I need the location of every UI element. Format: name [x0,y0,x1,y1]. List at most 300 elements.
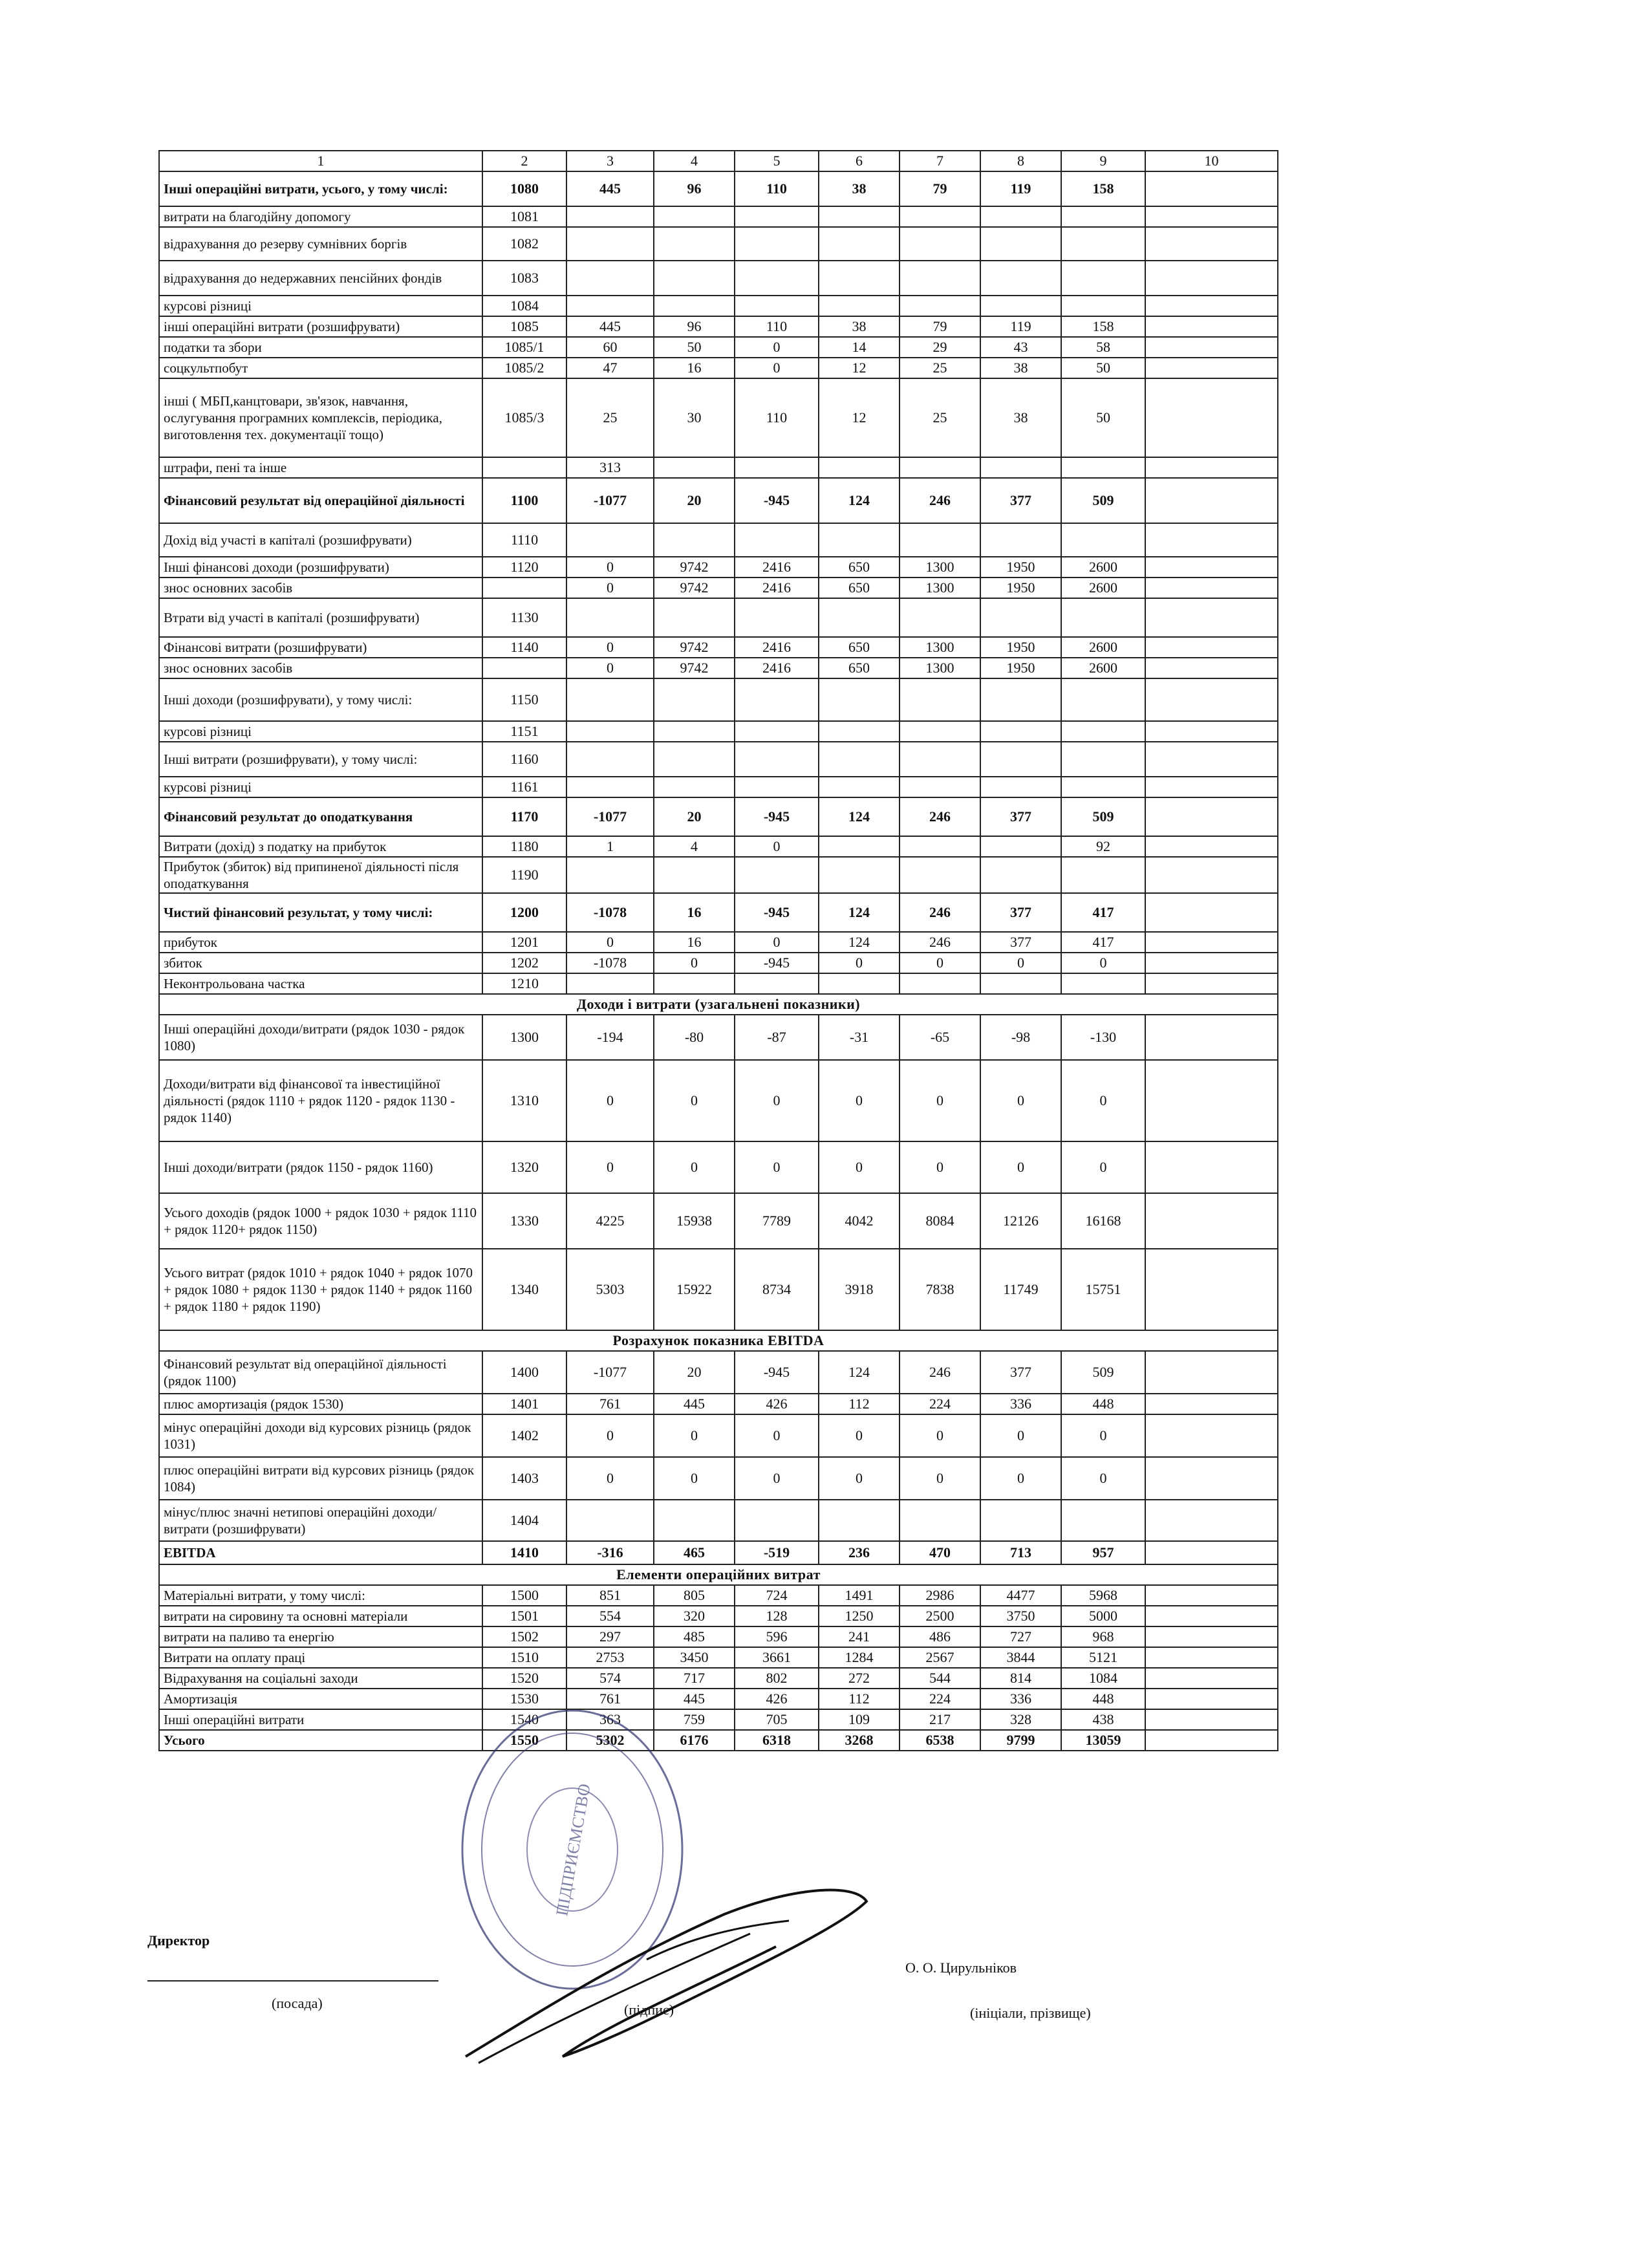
row-code: 1081 [482,206,566,227]
value-cell [1145,1414,1278,1457]
value-cell [1145,1500,1278,1541]
value-cell: 761 [566,1689,654,1709]
value-cell [654,227,735,261]
row-code: 1083 [482,261,566,296]
value-cell: 15938 [654,1193,735,1249]
section-header-row [159,994,1278,1015]
value-cell [654,598,735,637]
value-cell [1145,457,1278,478]
value-cell: 11749 [980,1249,1061,1330]
value-cell [566,227,654,261]
table-row [159,1730,1278,1751]
value-cell: 554 [566,1606,654,1626]
value-cell [566,206,654,227]
value-cell [1145,1193,1278,1249]
row-code: 1084 [482,296,566,316]
table-row [159,1394,1278,1414]
value-cell [735,678,819,721]
value-cell [1145,1730,1278,1751]
value-cell: 0 [654,1457,735,1500]
table-row [159,1060,1278,1141]
row-label: витрати на благодійну допомогу [159,206,482,227]
value-cell: 650 [819,578,900,598]
row-code: 1130 [482,598,566,637]
value-cell: 38 [980,358,1061,378]
value-cell [1145,932,1278,953]
value-cell [566,598,654,637]
row-label: відрахування до недержавних пенсійних фондів [159,261,482,296]
value-cell [1145,1626,1278,1647]
value-cell [980,296,1061,316]
value-cell: 119 [980,316,1061,337]
row-label: Інші операційні доходи/витрати (рядок 1030 - рядок 1080) [159,1015,482,1060]
row-code: 1550 [482,1730,566,1751]
row-label: плюс амортизація (рядок 1530) [159,1394,482,1414]
row-code: 1530 [482,1689,566,1709]
row-code: 1085/2 [482,358,566,378]
value-cell: 15751 [1061,1249,1145,1330]
row-code: 1151 [482,721,566,742]
row-code: 1170 [482,797,566,836]
row-label: плюс операційні витрати від курсових різниць (рядок 1084) [159,1457,482,1500]
value-cell: -194 [566,1015,654,1060]
row-code: 1190 [482,857,566,893]
value-cell: 377 [980,1351,1061,1394]
value-cell [819,857,900,893]
value-cell: 5121 [1061,1647,1145,1668]
value-cell: 3268 [819,1730,900,1751]
value-cell: -945 [735,478,819,523]
value-cell: -945 [735,893,819,932]
row-code: 1210 [482,973,566,994]
value-cell: 1 [566,836,654,857]
value-cell: 20 [654,478,735,523]
value-cell: 0 [819,1141,900,1193]
value-cell: 5968 [1061,1585,1145,1606]
value-cell: 313 [566,457,654,478]
value-cell [900,777,980,797]
value-cell [566,721,654,742]
value-cell [1145,523,1278,557]
value-cell [735,206,819,227]
value-cell: 0 [1061,1060,1145,1141]
value-cell: 128 [735,1606,819,1626]
section-title: Елементи операційних витрат [159,1564,1278,1585]
value-cell: 417 [1061,932,1145,953]
value-cell: 2416 [735,557,819,578]
value-cell: 16168 [1061,1193,1145,1249]
value-cell [1145,658,1278,678]
row-code: 1140 [482,637,566,658]
value-cell [1145,378,1278,457]
value-cell: 0 [819,1414,900,1457]
row-label: Доходи/витрати від фінансової та інвестиційної діяльності (рядок 1110 + рядок 1120 - рядок 1130 - рядок 1140) [159,1060,482,1141]
value-cell [735,296,819,316]
value-cell [1145,557,1278,578]
signature-caption: (підпис) [624,2002,674,2018]
column-number-row [159,151,1278,171]
row-label: мінус операційні доходи від курсових різниць (рядок 1031) [159,1414,482,1457]
value-cell: 30 [654,378,735,457]
row-code: 1120 [482,557,566,578]
table-row [159,1015,1278,1060]
table-row [159,1141,1278,1193]
value-cell: 110 [735,171,819,206]
value-cell: 58 [1061,337,1145,358]
value-cell: 0 [654,1414,735,1457]
value-cell: 426 [735,1394,819,1414]
row-label: Усього доходів (рядок 1000 + рядок 1030 + рядок 1110 + рядок 1120+ рядок 1150) [159,1193,482,1249]
value-cell: -98 [980,1015,1061,1060]
row-code: 1085/1 [482,337,566,358]
value-cell: 0 [735,932,819,953]
value-cell: 814 [980,1668,1061,1689]
row-code: 1080 [482,171,566,206]
row-label: знос основних засобів [159,578,482,598]
row-label: Усього витрат (рядок 1010 + рядок 1040 + рядок 1070 + рядок 1080 + рядок 1130 + рядок 1140 + рядок 1160 + рядок 1180 + рядок 1190) [159,1249,482,1330]
table-row [159,932,1278,953]
value-cell [819,598,900,637]
value-cell [566,678,654,721]
value-cell [1145,358,1278,378]
value-cell [980,1500,1061,1541]
table-row [159,523,1278,557]
value-cell: 0 [735,1141,819,1193]
row-label: курсові різниці [159,777,482,797]
director-role: Директор [147,1932,210,1949]
row-label: Прибуток (збиток) від припиненої діяльності після оподаткування [159,857,482,893]
value-cell [1145,1709,1278,1730]
value-cell: 0 [980,1457,1061,1500]
value-cell [980,598,1061,637]
value-cell [1061,973,1145,994]
row-label: Відрахування на соціальні заходи [159,1668,482,1689]
table-row [159,1193,1278,1249]
value-cell: 79 [900,316,980,337]
value-cell: 377 [980,797,1061,836]
row-code: 1100 [482,478,566,523]
table-row [159,557,1278,578]
table-row [159,457,1278,478]
value-cell [1145,1585,1278,1606]
value-cell: -1077 [566,1351,654,1394]
value-cell [1061,457,1145,478]
value-cell: 650 [819,637,900,658]
row-label: Фінансовий результат від операційної діяльності [159,478,482,523]
value-cell: 596 [735,1626,819,1647]
value-cell: 158 [1061,171,1145,206]
table-row [159,1585,1278,1606]
value-cell [900,206,980,227]
value-cell: 0 [566,1457,654,1500]
value-cell: 0 [735,1414,819,1457]
value-cell: 448 [1061,1394,1145,1414]
value-cell [1145,721,1278,742]
column-number-cell: 5 [735,151,819,171]
value-cell: 445 [566,316,654,337]
column-number-cell: 4 [654,151,735,171]
value-cell: 29 [900,337,980,358]
value-cell: -316 [566,1541,654,1564]
row-code: 1110 [482,523,566,557]
row-code: 1501 [482,1606,566,1626]
handwritten-signature [453,1863,905,2076]
value-cell: 246 [900,932,980,953]
value-cell [980,457,1061,478]
value-cell: 713 [980,1541,1061,1564]
value-cell: 110 [735,316,819,337]
table-row [159,1351,1278,1394]
value-cell: 1950 [980,557,1061,578]
value-cell: 470 [900,1541,980,1564]
value-cell: 14 [819,337,900,358]
value-cell [735,227,819,261]
table-row [159,1414,1278,1457]
table-row [159,953,1278,973]
value-cell [1145,171,1278,206]
value-cell: 426 [735,1689,819,1709]
table-row [159,1249,1278,1330]
row-label: EBITDA [159,1541,482,1564]
row-code: 1502 [482,1626,566,1647]
table-row [159,171,1278,206]
value-cell: 9742 [654,557,735,578]
value-cell: 968 [1061,1626,1145,1647]
section-title: Доходи і витрати (узагальнені показники) [159,994,1278,1015]
value-cell [654,973,735,994]
row-label: Фінансові витрати (розшифрувати) [159,637,482,658]
row-label: Чистий фінансовий результат, у тому числі: [159,893,482,932]
table-row [159,893,1278,932]
table-row [159,1500,1278,1541]
row-label: мінус/плюс значні нетипові операційні доходи/витрати (розшифрувати) [159,1500,482,1541]
value-cell: 3844 [980,1647,1061,1668]
value-cell: 2600 [1061,557,1145,578]
value-cell: 272 [819,1668,900,1689]
value-cell: 6538 [900,1730,980,1751]
value-cell [1145,1606,1278,1626]
value-cell [980,721,1061,742]
row-code: 1400 [482,1351,566,1394]
value-cell: 727 [980,1626,1061,1647]
column-number-cell: 9 [1061,151,1145,171]
value-cell: 717 [654,1668,735,1689]
value-cell: 2753 [566,1647,654,1668]
value-cell: 509 [1061,797,1145,836]
table-row [159,678,1278,721]
value-cell: 236 [819,1541,900,1564]
value-cell [1145,857,1278,893]
table-row [159,206,1278,227]
value-cell: 363 [566,1709,654,1730]
value-cell: 0 [819,953,900,973]
value-cell [1145,1457,1278,1500]
value-cell [735,1500,819,1541]
value-cell: 96 [654,171,735,206]
row-label: штрафи, пені та інше [159,457,482,478]
value-cell: -87 [735,1015,819,1060]
value-cell: 0 [819,1457,900,1500]
value-cell: 5302 [566,1730,654,1751]
value-cell [900,857,980,893]
value-cell [980,777,1061,797]
value-cell: 509 [1061,1351,1145,1394]
value-cell [819,206,900,227]
row-code: 1402 [482,1414,566,1457]
row-label: Інші операційні витрати, усього, у тому числі: [159,171,482,206]
value-cell [1061,261,1145,296]
stamp-text: ПІДПРИЄМСТВО [552,1782,594,1917]
value-cell: 50 [1061,358,1145,378]
table-row [159,1541,1278,1564]
value-cell: 465 [654,1541,735,1564]
value-cell: 485 [654,1626,735,1647]
value-cell: 2600 [1061,637,1145,658]
row-code: 1200 [482,893,566,932]
value-cell [819,523,900,557]
value-cell: 3661 [735,1647,819,1668]
value-cell: 92 [1061,836,1145,857]
value-cell [1145,1394,1278,1414]
value-cell [900,836,980,857]
value-cell [1145,337,1278,358]
value-cell [1145,296,1278,316]
value-cell: 1491 [819,1585,900,1606]
value-cell: 0 [1061,1141,1145,1193]
value-cell: 377 [980,478,1061,523]
value-cell [735,598,819,637]
value-cell: 109 [819,1709,900,1730]
value-cell: 0 [900,953,980,973]
value-cell [654,721,735,742]
row-code: 1404 [482,1500,566,1541]
value-cell: 60 [566,337,654,358]
row-label: Фінансовий результат від операційної діяльності (рядок 1100) [159,1351,482,1394]
value-cell: 0 [980,953,1061,973]
value-cell: 802 [735,1668,819,1689]
row-code: 1500 [482,1585,566,1606]
value-cell: -1078 [566,893,654,932]
column-number-cell: 10 [1145,151,1278,171]
value-cell: 3750 [980,1606,1061,1626]
value-cell: 3918 [819,1249,900,1330]
value-cell [900,227,980,261]
value-cell: 5000 [1061,1606,1145,1626]
row-code: 1330 [482,1193,566,1249]
value-cell: 0 [566,1414,654,1457]
column-number-cell: 6 [819,151,900,171]
value-cell [1145,1541,1278,1564]
value-cell: 0 [980,1060,1061,1141]
value-cell [900,296,980,316]
value-cell [980,742,1061,777]
value-cell: 0 [900,1060,980,1141]
value-cell [1145,316,1278,337]
value-cell [900,678,980,721]
value-cell: 0 [819,1060,900,1141]
table-row [159,478,1278,523]
row-label: збиток [159,953,482,973]
value-cell [1061,777,1145,797]
row-code: 1401 [482,1394,566,1414]
value-cell: 0 [900,1414,980,1457]
value-cell: 2500 [900,1606,980,1626]
value-cell: 50 [654,337,735,358]
value-cell [1145,777,1278,797]
row-label: відрахування до резерву сумнівних боргів [159,227,482,261]
value-cell: 724 [735,1585,819,1606]
row-label: знос основних засобів [159,658,482,678]
value-cell: 1084 [1061,1668,1145,1689]
value-cell: 417 [1061,893,1145,932]
row-label: Матеріальні витрати, у тому числі: [159,1585,482,1606]
value-cell [900,457,980,478]
value-cell: 2567 [900,1647,980,1668]
value-cell [1145,742,1278,777]
value-cell [1145,261,1278,296]
value-cell: 15922 [654,1249,735,1330]
value-cell: 1950 [980,637,1061,658]
value-cell: 7838 [900,1249,980,1330]
value-cell [735,457,819,478]
value-cell [819,227,900,261]
value-cell: 16 [654,893,735,932]
value-cell: 377 [980,932,1061,953]
position-caption: (посада) [272,1995,323,2011]
value-cell: 79 [900,171,980,206]
value-cell [819,261,900,296]
value-cell: 759 [654,1709,735,1730]
column-number-cell: 3 [566,151,654,171]
financial-report-table [158,150,1278,1751]
value-cell: 448 [1061,1689,1145,1709]
value-cell: -1077 [566,478,654,523]
value-cell [654,1500,735,1541]
value-cell: 2986 [900,1585,980,1606]
row-label: соцкультпобут [159,358,482,378]
row-label: витрати на паливо та енергію [159,1626,482,1647]
value-cell: -130 [1061,1015,1145,1060]
value-cell [1145,973,1278,994]
value-cell: 9799 [980,1730,1061,1751]
value-cell: 124 [819,932,900,953]
value-cell [900,742,980,777]
value-cell [980,206,1061,227]
value-cell: 16 [654,358,735,378]
value-cell: -519 [735,1541,819,1564]
value-cell: 438 [1061,1709,1145,1730]
value-cell: 0 [566,658,654,678]
value-cell: 6176 [654,1730,735,1751]
value-cell: 12 [819,358,900,378]
value-cell [654,261,735,296]
value-cell [900,973,980,994]
value-cell: 544 [900,1668,980,1689]
value-cell: 25 [900,378,980,457]
table-row [159,1647,1278,1668]
value-cell: 0 [566,1141,654,1193]
value-cell [1145,1060,1278,1141]
row-label: Втрати від участі в капіталі (розшифрувати) [159,598,482,637]
value-cell: 0 [900,1141,980,1193]
row-label: Дохід від участі в капіталі (розшифрувати) [159,523,482,557]
row-code: 1310 [482,1060,566,1141]
row-label: курсові різниці [159,296,482,316]
value-cell [1145,637,1278,658]
value-cell [735,777,819,797]
value-cell: 805 [654,1585,735,1606]
row-code: 1300 [482,1015,566,1060]
